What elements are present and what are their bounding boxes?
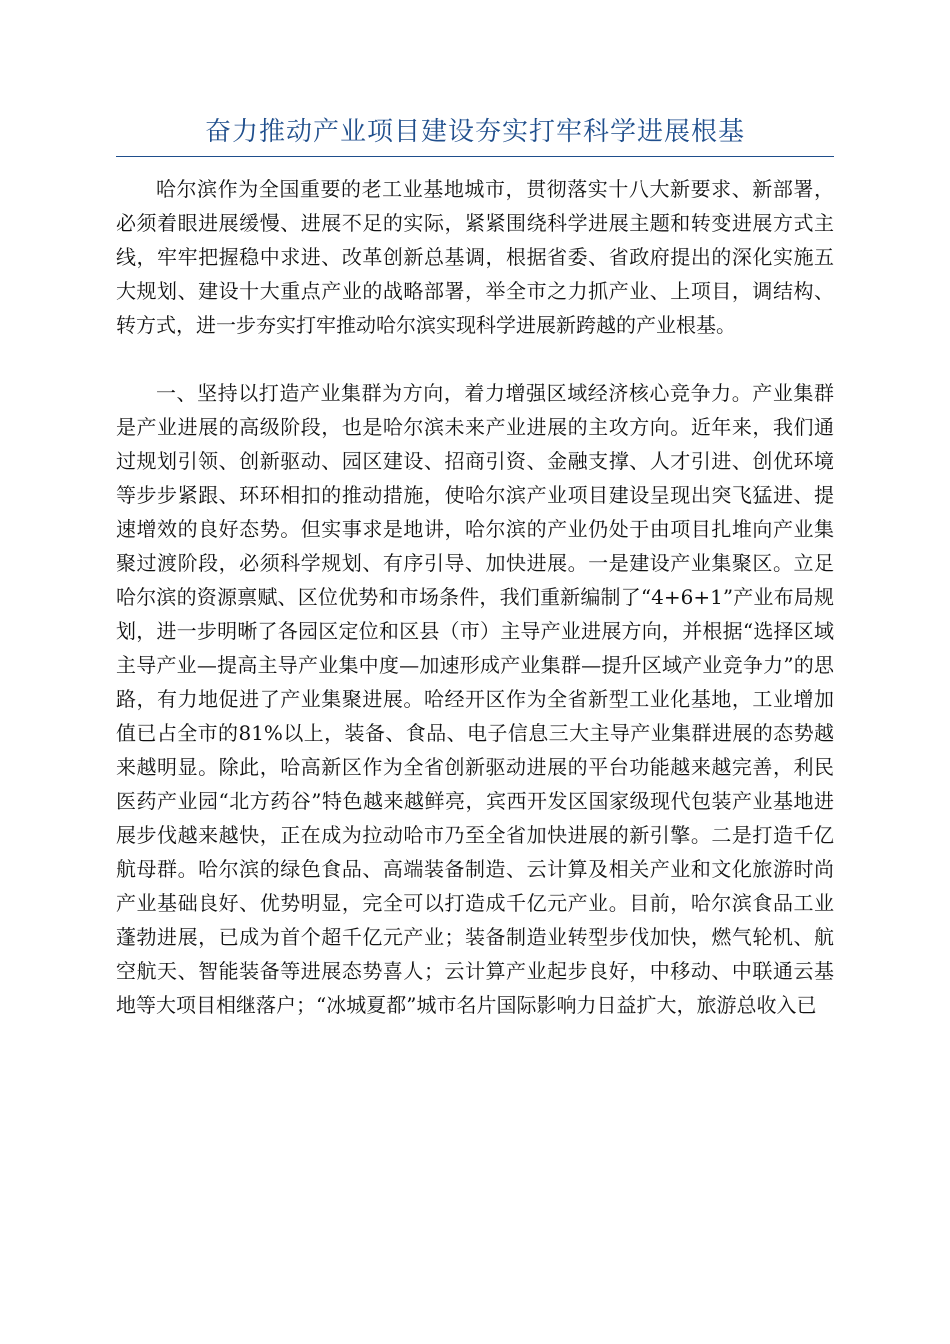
paragraph-intro: 哈尔滨作为全国重要的老工业基地城市，贯彻落实十八大新要求、新部署，必须着眼进展缓慢、进展不足的实际，紧紧围绕科学进展主题和转变进展方式主线，牢牢把握稳中求进、改革创新总基调，根据省委、省政府提出的深化实施五大规划、建设十大重点产业的战略部署，举全市之力抓产业、上项目，调结构、转方式，进一步夯实打牢推动哈尔滨实现科学进展新跨越的产业根基。 bbox=[116, 177, 834, 337]
paragraph-section-one: 一、坚持以打造产业集群为方向，着力增强区域经济核心竞争力。产业集群是产业进展的高级阶段，也是哈尔滨未来产业进展的主攻方向。近年来，我们通过规划引领、创新驱动、园区建设、招商引资、金融支撑、人才引进、创优环境等步步紧跟、环环相扣的推动措施，使哈尔滨产业项目建设呈现出突飞猛进、提速增效的良好态势。但实事求是地讲，哈尔滨的产业仍处于由项目扎堆向产业集聚过渡阶段，必须科学规划、有序引导、加快进展。一是建设产业集聚区。立足哈尔滨的资源禀赋、区位优势和市场条件，我们重新编制了“4+6+1”产业布局规划，进一步明晰了各园区定位和区县（市）主导产业进展方向，并根据“选择区域主导产业—提高主导产业集中度—加速形成产业集群—提升区域产业竞争力”的思路，有力地促进了产业集聚进展。哈经开区作为全省新型工业化基地，工业增加值已占全市的81%以上，装备、食品、电子信息三大主导产业集群进展的态势越来越明显。除此，哈高新区作为全省创新驱动进展的平台功能越来越完善，利民医药产业园“北方药谷”特色越来越鲜亮，宾西开发区国家级现代包装产业基地进展步伐越来越快，正在成为拉动哈市乃至全省加快进展的新引擎。二是打造千亿航母群。哈尔滨的绿色食品、高端装备制造、云计算及相关产业和文化旅游时尚产业基础良好、优势明显，完全可以打造成千亿元产业。目前，哈尔滨食品工业蓬勃进展，已成为首个超千亿元产业；装备制造业转型步伐加快，燃气轮机、航空航天、智能装备等进展态势喜人；云计算产业起步良好，中移动、中联通云基地等大项目相继落户；“冰城夏都”城市名片国际影响力日益扩大，旅游总收入已 bbox=[116, 381, 834, 1017]
document-body bbox=[116, 172, 834, 1022]
document-title: 奋力推动产业项目建设夯实打牢科学进展根基 bbox=[204, 117, 745, 147]
title-block bbox=[116, 112, 834, 157]
